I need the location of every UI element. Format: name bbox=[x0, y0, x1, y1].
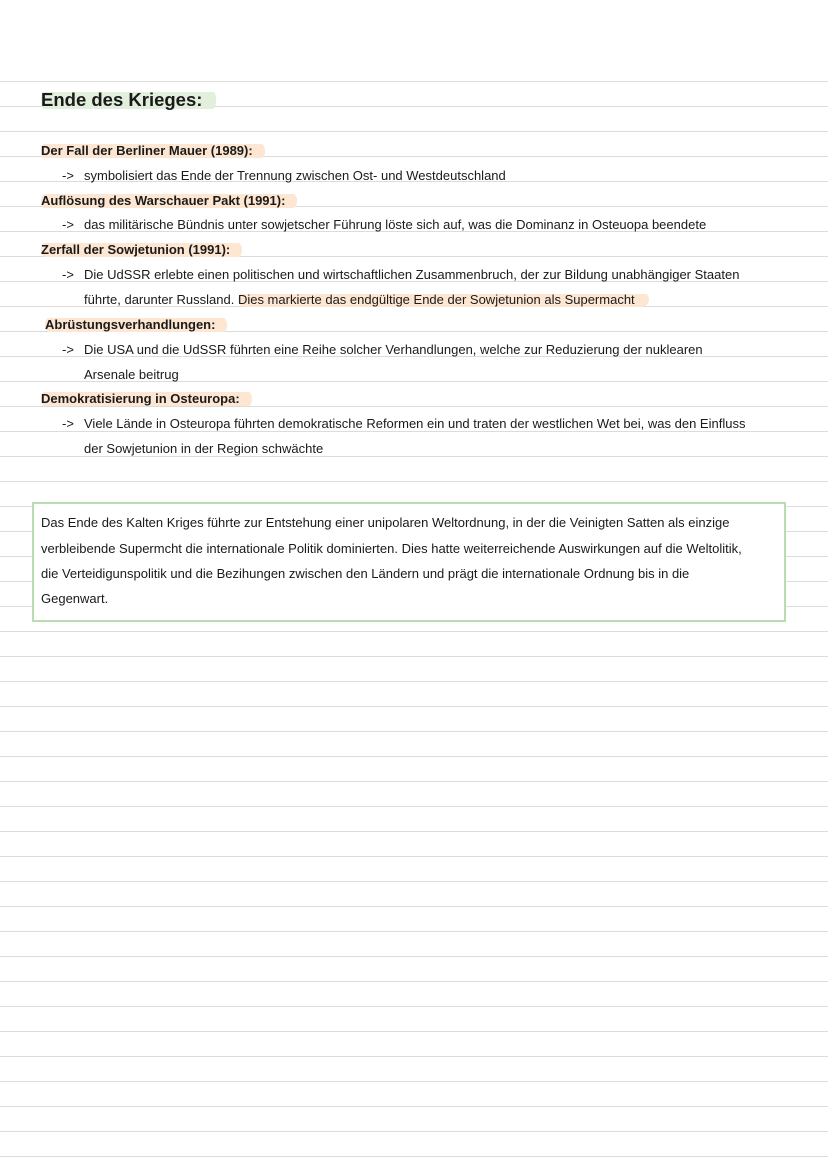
section-text-line: das militärische Bündnis unter sowjetscher Führung löste sich auf, was die Dominanz in Osteuopa beendete bbox=[84, 217, 707, 232]
section-text-line: Die USA und die UdSSR führten eine Reihe solcher Verhandlungen, welche zur Reduzierung der nuklearen bbox=[84, 342, 703, 357]
section-heading-sowjetunion: Zerfall der Sowjetunion (1991): bbox=[41, 241, 242, 259]
arrow-bullet: -> bbox=[62, 416, 74, 431]
section-text-line bbox=[84, 291, 649, 309]
highlighted-text: Dies markierte das endgültige Ende der Sowjetunion als Supermacht bbox=[238, 292, 649, 307]
summary-text-line: Gegenwart. bbox=[41, 591, 109, 606]
section-text-line: Die UdSSR erlebte einen politischen und wirtschaftlichen Zusammenbruch, der zur Bildung unabhängiger Staaten bbox=[84, 267, 740, 282]
section-heading-abruestung: Abrüstungsverhandlungen: bbox=[45, 316, 227, 334]
section-heading-berliner-mauer: Der Fall der Berliner Mauer (1989): bbox=[41, 142, 265, 160]
arrow-bullet: -> bbox=[62, 168, 74, 183]
summary-text-line: verbleibende Supermcht die internationale Politik dominierten. Dies hatte weiterreichende Auswirkungen auf die Weltolitik, bbox=[41, 541, 742, 556]
arrow-bullet: -> bbox=[62, 267, 74, 282]
summary-text-line: die Verteidigunspolitik und die Bezihungen zwischen den Ländern und prägt die internationale Ordnung bis in die bbox=[41, 566, 690, 581]
section-text-plain: führte, darunter Russland. bbox=[84, 292, 235, 307]
summary-text-line: Das Ende des Kalten Kriges führte zur Entstehung einer unipolaren Weltordnung, in der die Veinigten Satten als einzige bbox=[41, 515, 730, 530]
page-title: Ende des Krieges: bbox=[41, 88, 216, 112]
section-text-line: der Sowjetunion in der Region schwächte bbox=[84, 441, 324, 456]
arrow-bullet: -> bbox=[62, 342, 74, 357]
section-heading-warschauer-pakt: Auflösung des Warschauer Pakt (1991): bbox=[41, 192, 297, 210]
section-text-line: Arsenale beitrug bbox=[84, 367, 179, 382]
section-text-line: symbolisiert das Ende der Trennung zwischen Ost- und Westdeutschland bbox=[84, 168, 506, 183]
section-heading-demokratisierung: Demokratisierung in Osteuropa: bbox=[41, 390, 252, 408]
page-top-margin bbox=[0, 0, 828, 80]
arrow-bullet: -> bbox=[62, 217, 74, 232]
section-text-line: Viele Lände in Osteuropa führten demokratische Reformen ein und traten der westlichen Wet bei, was den Einfluss bbox=[84, 416, 746, 431]
